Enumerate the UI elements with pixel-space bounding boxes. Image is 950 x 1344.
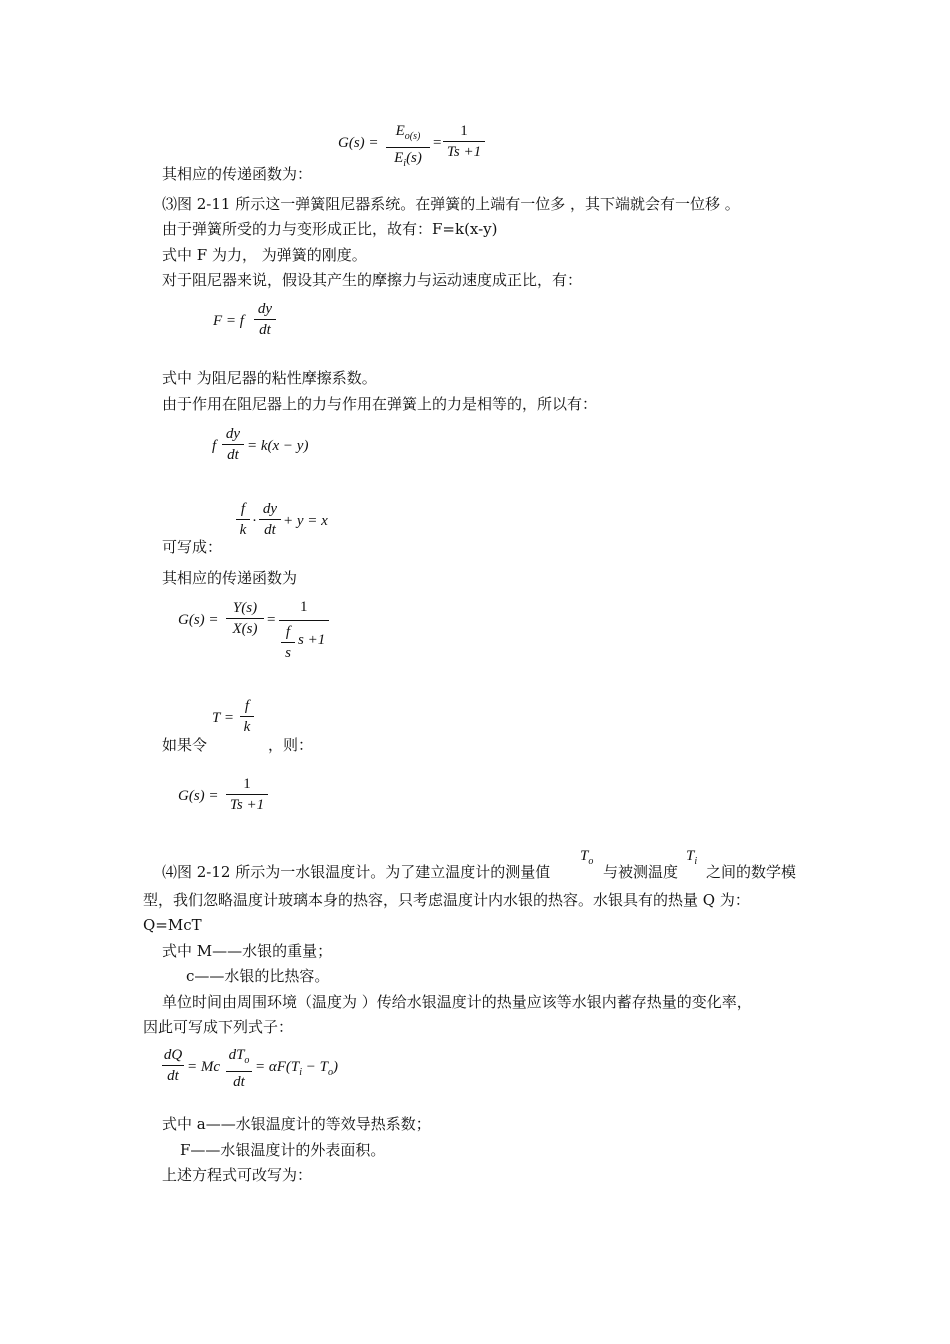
text-line: 式中 M——水银的重量； [162,942,333,960]
text-line: 因此可写成下列式子： [143,1018,294,1036]
text-line: 由于弹簧所受的力与变形成正比，故有：F=k(x-y) [162,220,498,238]
text-line: F——水银温度计的外表面积。 [180,1141,386,1159]
text-line: ⑶图 2-11 所示这一弹簧阻尼器系统。在弹簧的上端有一位多 ，其下端就会有一位移 。 [162,195,740,213]
text-line: c——水银的比热容。 [186,967,330,985]
text-line: 可写成： [162,538,223,556]
text-line: 由于作用在阻尼器上的力与作用在弹簧上的力是相等的，所以有： [162,395,598,413]
text-line: 式中 F 为力， 为弹簧的刚度。 [162,246,367,264]
text-line: ⑷图 2-12 所示为一水银温度计。为了建立温度计的测量值 [162,863,551,881]
text-line: Q=McT [143,916,202,934]
text-line: 如果令 [162,736,208,754]
text-line: 上述方程式可改写为： [162,1166,313,1184]
text-line: 与被测温度 [603,863,679,881]
text-line: 型，我们忽略温度计玻璃本身的热容，只考虑温度计内水银的热容。水银具有的热量 Q 为： [143,891,750,909]
text-line: 单位时间由周围环境（温度为 ）传给水银温度计的热量应该等水银内蓄存热量的变化率， [162,993,752,1011]
text-line: 之间的数学模 [706,863,797,881]
symbol-To: $T_o$ [580,848,594,867]
text-line: 其相应的传递函数为 [162,569,298,587]
text-line: ，则： [268,736,314,754]
text-line: 式中 a——水银温度计的等效导热系数； [162,1115,431,1133]
text-line: 式中 为阻尼器的粘性摩擦系数。 [162,369,377,387]
symbol-Ti: $T_i$ [686,848,698,867]
text-line: 对于阻尼器来说，假设其产生的摩擦力与运动速度成正比，有： [162,271,583,289]
text-line: 其相应的传递函数为： [162,165,313,183]
